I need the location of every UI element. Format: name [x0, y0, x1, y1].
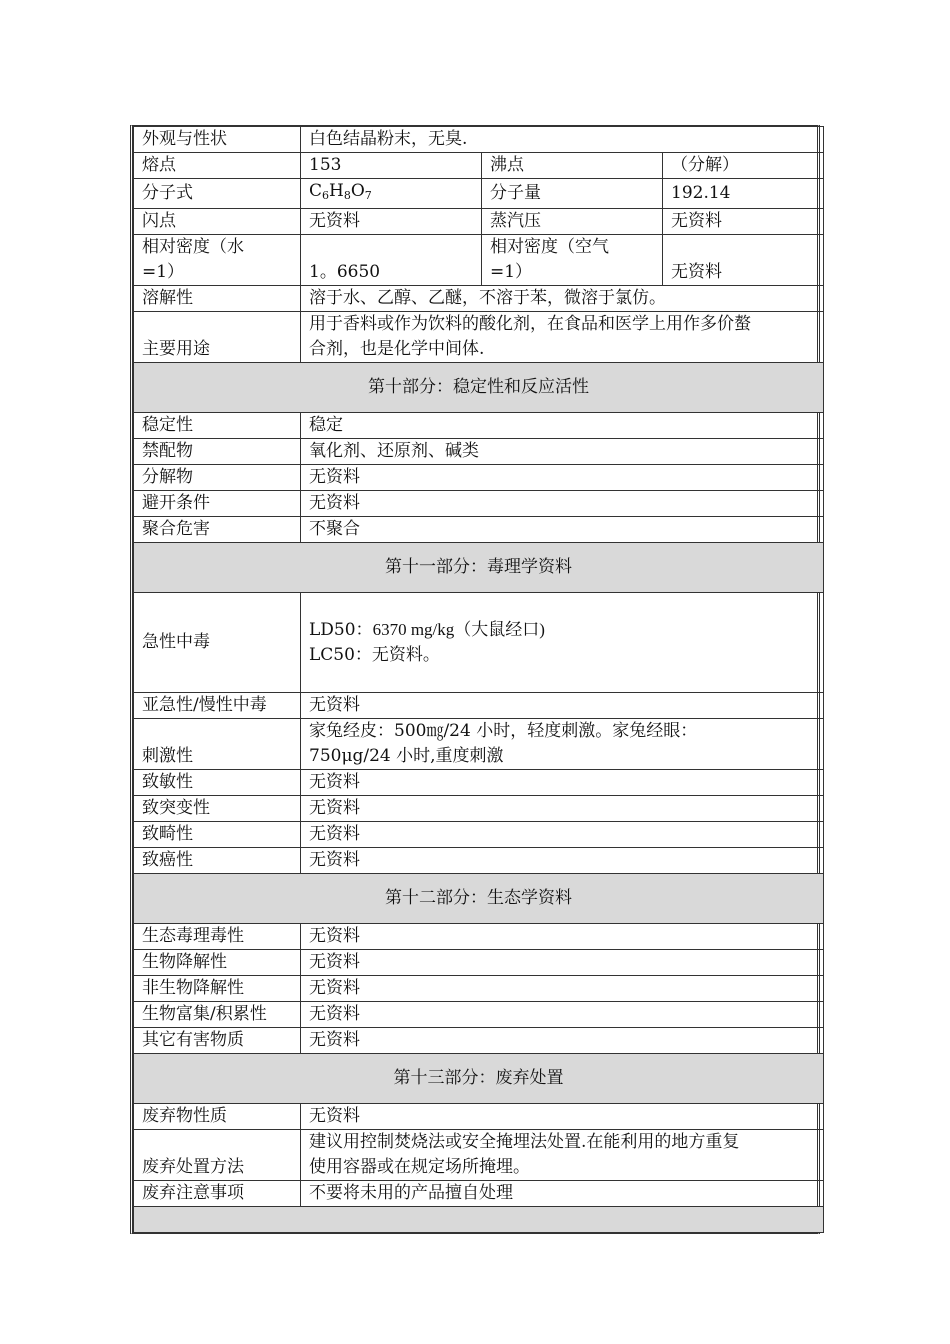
row-label: 稳定性	[134, 413, 301, 439]
formula-h-count: 8	[343, 189, 351, 202]
table-row	[134, 924, 824, 950]
row-label: 致癌性	[134, 848, 301, 874]
table-row	[134, 1028, 824, 1054]
row-disposal-method	[134, 1130, 824, 1181]
row-chronic-toxicity	[134, 693, 824, 719]
appearance-value: 白色结晶粉末，无臭.	[301, 127, 824, 153]
vapor-pressure-label: 蒸汽压	[482, 209, 663, 235]
row-label: 致敏性	[134, 770, 301, 796]
table-row	[134, 796, 824, 822]
section10-title: 第十部分：稳定性和反应活性	[134, 363, 824, 413]
acute-toxicity-value	[301, 593, 824, 693]
row-value: 无资料	[301, 976, 824, 1002]
msds-table-frame	[130, 125, 820, 1234]
irritation-value: 家兔经皮：500㎎/24 小时，轻度刺激。家兔经眼： 750μg/24 小时,重度刺激	[301, 719, 824, 770]
row-value: 稳定	[301, 413, 824, 439]
boiling-point-label: 沸点	[482, 153, 663, 179]
table-row	[134, 976, 824, 1002]
rel-density-water-label: 相对密度（水 =1）	[134, 235, 301, 286]
section12-header	[134, 874, 824, 924]
acute-lc50: LC50：无资料。	[309, 645, 440, 665]
row-solubility	[134, 286, 824, 312]
solubility-value: 溶于水、乙醇、乙醚，不溶于苯，微溶于氯仿。	[301, 286, 824, 312]
row-label: 分解物	[134, 465, 301, 491]
table-end-row	[134, 1207, 824, 1233]
section13-header	[134, 1054, 824, 1104]
row-value: 无资料	[301, 465, 824, 491]
irritation-label: 刺激性	[134, 719, 301, 770]
row-value: 氧化剂、还原剂、碱类	[301, 439, 824, 465]
table-row	[134, 950, 824, 976]
waste-nature-value: 无资料	[301, 1104, 824, 1130]
table-row	[134, 770, 824, 796]
molecular-weight-label: 分子量	[482, 179, 663, 209]
formula-c-count: 6	[322, 189, 330, 202]
table-row	[134, 465, 824, 491]
formula-value	[301, 179, 482, 209]
vapor-pressure-value: 无资料	[663, 209, 824, 235]
row-label: 聚合危害	[134, 517, 301, 543]
table-row	[134, 413, 824, 439]
table-row	[134, 491, 824, 517]
section12-title: 第十二部分：生态学资料	[134, 874, 824, 924]
row-label: 避开条件	[134, 491, 301, 517]
table-row	[134, 517, 824, 543]
disposal-notes-value: 不要将未用的产品擅自处理	[301, 1181, 824, 1207]
row-disposal-notes	[134, 1181, 824, 1207]
formula-o-count: 7	[364, 189, 372, 202]
formula-c: C	[309, 181, 323, 201]
row-value: 不聚合	[301, 517, 824, 543]
table-row	[134, 848, 824, 874]
row-label: 致突变性	[134, 796, 301, 822]
flash-point-label: 闪点	[134, 209, 301, 235]
row-waste-nature	[134, 1104, 824, 1130]
formula-h: H	[329, 181, 344, 201]
msds-table	[133, 126, 824, 1233]
formula-label: 分子式	[134, 179, 301, 209]
row-relative-density	[134, 235, 824, 286]
section11-header	[134, 543, 824, 593]
disposal-method-label: 废弃处置方法	[134, 1130, 301, 1181]
row-acute-toxicity	[134, 593, 824, 693]
row-flash-point	[134, 209, 824, 235]
solubility-label: 溶解性	[134, 286, 301, 312]
disposal-notes-label: 废弃注意事项	[134, 1181, 301, 1207]
table-row	[134, 822, 824, 848]
row-label: 非生物降解性	[134, 976, 301, 1002]
row-melting-point	[134, 153, 824, 179]
rel-density-air-value: 无资料	[663, 235, 824, 286]
row-value: 无资料	[301, 796, 824, 822]
row-formula	[134, 179, 824, 209]
flash-point-value: 无资料	[301, 209, 482, 235]
formula-o: O	[350, 181, 365, 201]
chronic-toxicity-value: 无资料	[301, 693, 824, 719]
row-label: 生物降解性	[134, 950, 301, 976]
rel-density-air-label: 相对密度（空气 =1）	[482, 235, 663, 286]
msds-sheet	[130, 125, 820, 1234]
row-value: 无资料	[301, 1028, 824, 1054]
row-label: 致畸性	[134, 822, 301, 848]
uses-value: 用于香料或作为饮料的酸化剂，在食品和医学上用作多价螯 合剂，也是化学中间体.	[301, 312, 824, 363]
section11-title: 第十一部分：毒理学资料	[134, 543, 824, 593]
row-uses	[134, 312, 824, 363]
section10-header	[134, 363, 824, 413]
melting-point-value: 153	[301, 153, 482, 179]
row-label: 其它有害物质	[134, 1028, 301, 1054]
uses-label: 主要用途	[134, 312, 301, 363]
chronic-toxicity-label: 亚急性/慢性中毒	[134, 693, 301, 719]
acute-toxicity-label: 急性中毒	[134, 593, 301, 693]
rel-density-water-value: 1。6650	[301, 235, 482, 286]
row-value: 无资料	[301, 491, 824, 517]
row-label: 生物富集/积累性	[134, 1002, 301, 1028]
table-row	[134, 1002, 824, 1028]
row-irritation	[134, 719, 824, 770]
appearance-label: 外观与性状	[134, 127, 301, 153]
row-value: 无资料	[301, 924, 824, 950]
disposal-method-value: 建议用控制焚烧法或安全掩埋法处置.在能利用的地方重复 使用容器或在规定场所掩埋。	[301, 1130, 824, 1181]
row-label: 生态毒理毒性	[134, 924, 301, 950]
table-end-cell	[134, 1207, 824, 1233]
waste-nature-label: 废弃物性质	[134, 1104, 301, 1130]
row-value: 无资料	[301, 950, 824, 976]
melting-point-label: 熔点	[134, 153, 301, 179]
row-value: 无资料	[301, 770, 824, 796]
boiling-point-value: （分解）	[663, 153, 824, 179]
row-appearance	[134, 127, 824, 153]
row-value: 无资料	[301, 1002, 824, 1028]
acute-ld50: LD50：6370 mg/kg（大鼠经口)	[309, 620, 545, 640]
section13-title: 第十三部分：废弃处置	[134, 1054, 824, 1104]
table-row	[134, 439, 824, 465]
row-value: 无资料	[301, 822, 824, 848]
row-value: 无资料	[301, 848, 824, 874]
molecular-weight-value: 192.14	[663, 179, 824, 209]
row-label: 禁配物	[134, 439, 301, 465]
